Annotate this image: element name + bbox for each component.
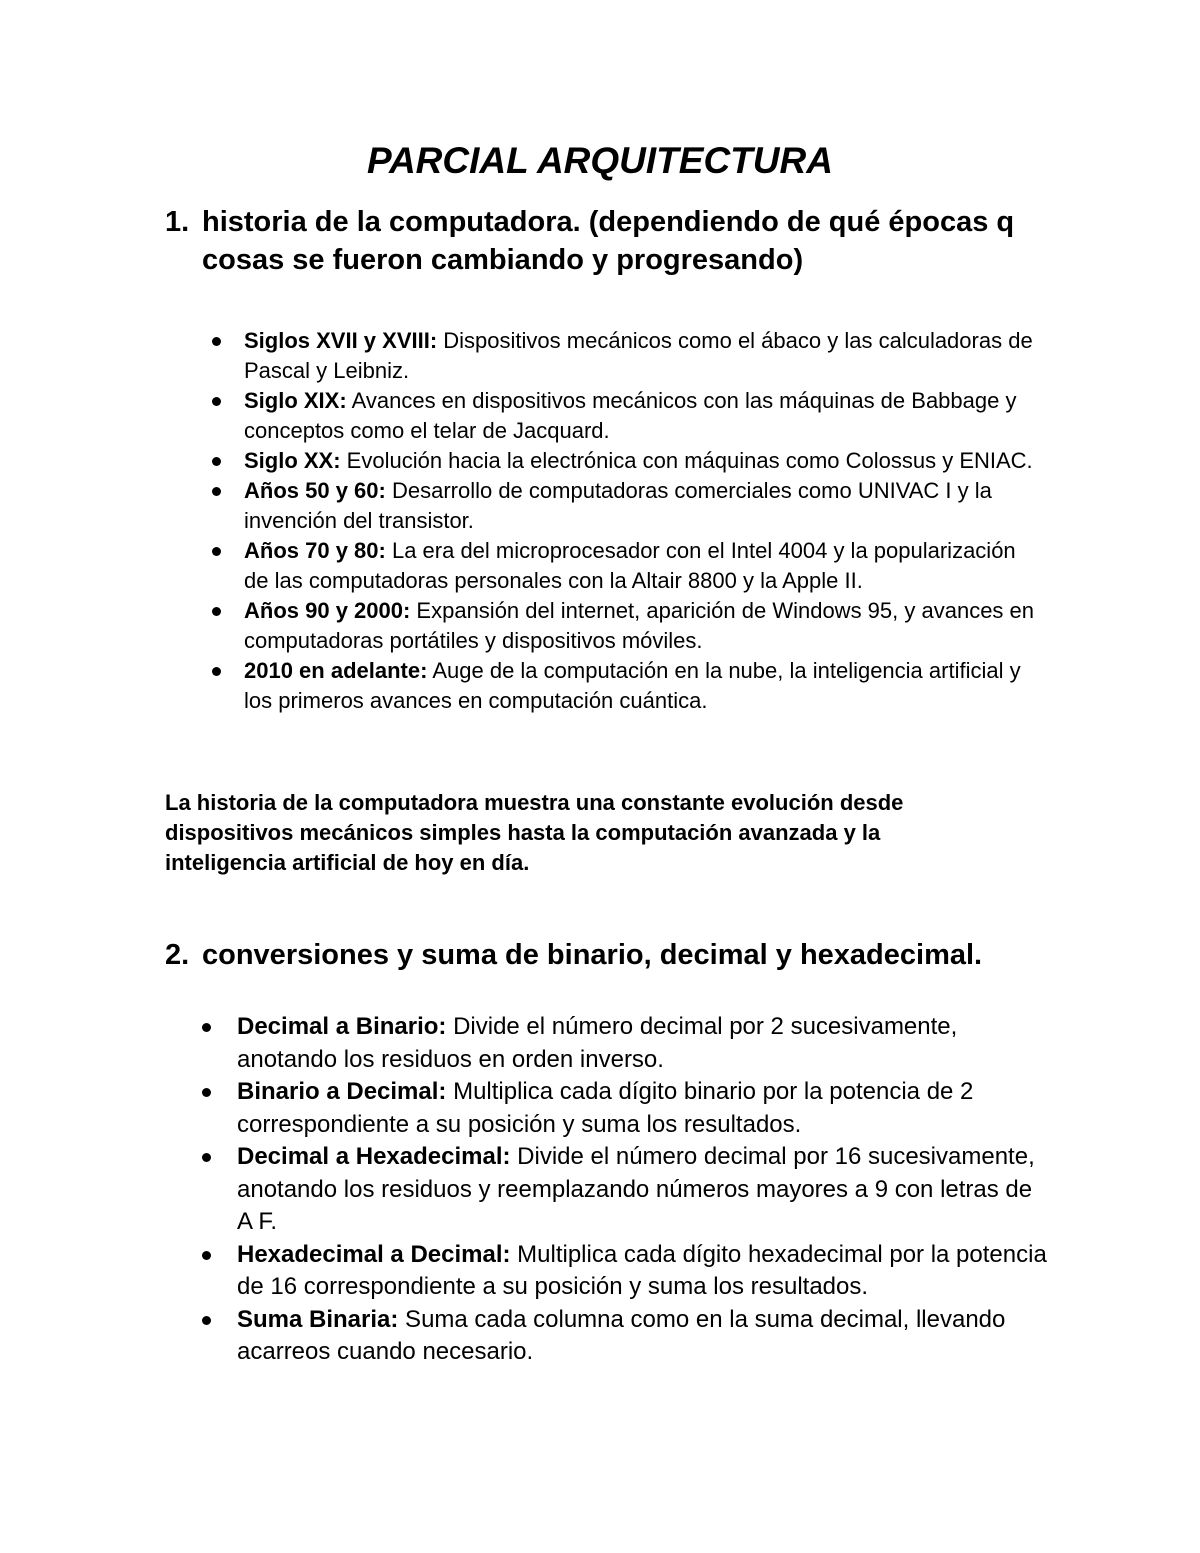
- item-text: Auge de la computación en la nube, la inteligencia artificial y los primeros avances en computación cuántica.: [244, 658, 1021, 713]
- item-term: Binario a Decimal:: [237, 1078, 447, 1105]
- item-term: Siglos XVII y XVIII:: [244, 328, 438, 353]
- list-item: [237, 1239, 1047, 1304]
- bullet-icon: [212, 547, 221, 556]
- list-item: [237, 1304, 1047, 1369]
- item-text: Suma cada columna como en la suma decimal, llevando acarreos cuando necesario.: [237, 1305, 1006, 1365]
- list-item: [244, 326, 1044, 386]
- item-term: Años 50 y 60:: [244, 478, 386, 503]
- item-text: Desarrollo de computadoras comerciales como UNIVAC I y la invención del transistor.: [244, 478, 992, 533]
- bullet-icon: [212, 457, 221, 466]
- bullet-icon: [212, 487, 221, 496]
- list-item: [237, 1011, 1047, 1076]
- bullet-icon: [202, 1088, 211, 1097]
- bullet-icon: [202, 1316, 211, 1325]
- bullet-icon: [202, 1023, 211, 1032]
- section-2-bullet-list: [237, 1011, 1047, 1369]
- bullet-icon: [212, 667, 221, 676]
- item-term: Siglo XIX:: [244, 388, 347, 413]
- item-text: La era del microprocesador con el Intel 4004 y la popularización de las computadoras personales con la Altair 8800 y la Apple II.: [244, 538, 1016, 593]
- item-term: Suma Binaria:: [237, 1305, 399, 1333]
- bullet-icon: [212, 397, 221, 406]
- item-text: Divide el número decimal por 16 sucesivamente, anotando los residuos y reemplazando números mayores a 9 con letras de A F.: [237, 1143, 1035, 1235]
- list-item: [244, 476, 1044, 536]
- item-text: Divide el número decimal por 2 sucesivamente, anotando los residuos en orden inverso.: [237, 1013, 958, 1073]
- section-1-heading-text: historia de la computadora. (dependiendo de qué épocas q cosas se fueron cambiando y progresando): [202, 206, 1015, 276]
- item-text: Multiplica cada dígito binario por la potencia de 2 correspondiente a su posición y suma los resultados.: [237, 1078, 974, 1138]
- bullet-icon: [212, 607, 221, 616]
- bullet-icon: [202, 1251, 211, 1260]
- section-2-number: 2.: [165, 939, 190, 971]
- item-term: 2010 en adelante:: [244, 658, 428, 683]
- item-term: Años 90 y 2000:: [244, 598, 411, 623]
- item-term: Años 70 y 80:: [244, 538, 386, 563]
- item-term: Hexadecimal a Decimal:: [237, 1240, 511, 1268]
- item-text: Multiplica cada dígito hexadecimal por la potencia de 16 correspondiente a su posición y suma los resultados.: [237, 1240, 1047, 1300]
- list-item: [237, 1076, 1047, 1141]
- section-1-summary: La historia de la computadora muestra una constante evolución desde dispositivos mecánicos simples hasta la computación avanzada y la inteligencia artificial de hoy en día.: [165, 790, 904, 875]
- item-text: Dispositivos mecánicos como el ábaco y las calculadoras de Pascal y Leibniz.: [244, 328, 1033, 383]
- section-1-heading: [165, 203, 1045, 279]
- section-1-number: 1.: [165, 206, 190, 238]
- section-2-heading: [165, 936, 1045, 974]
- item-text: Expansión del internet, aparición de Windows 95, y avances en computadoras portátiles y dispositivos móviles.: [244, 598, 1035, 653]
- list-item: [237, 1141, 1047, 1239]
- section-2-heading-text: conversiones y suma de binario, decimal y hexadecimal.: [202, 939, 983, 971]
- list-item: [244, 446, 1044, 476]
- list-item: [244, 386, 1044, 446]
- bullet-icon: [212, 337, 221, 346]
- document-title: PARCIAL ARQUITECTURA: [367, 140, 833, 181]
- list-item: [244, 536, 1044, 596]
- item-text: Evolución hacia la electrónica con máquinas como Colossus y ENIAC.: [340, 448, 1033, 473]
- item-term: Decimal a Binario:: [237, 1013, 447, 1040]
- list-item: [244, 596, 1044, 656]
- item-text: Avances en dispositivos mecánicos con las máquinas de Babbage y conceptos como el telar de Jacquard.: [244, 388, 1017, 443]
- section-1-bullet-list: [244, 326, 1044, 716]
- item-term: Siglo XX:: [244, 448, 341, 473]
- item-term: Decimal a Hexadecimal:: [237, 1143, 511, 1170]
- list-item: [244, 656, 1044, 716]
- bullet-icon: [202, 1153, 211, 1162]
